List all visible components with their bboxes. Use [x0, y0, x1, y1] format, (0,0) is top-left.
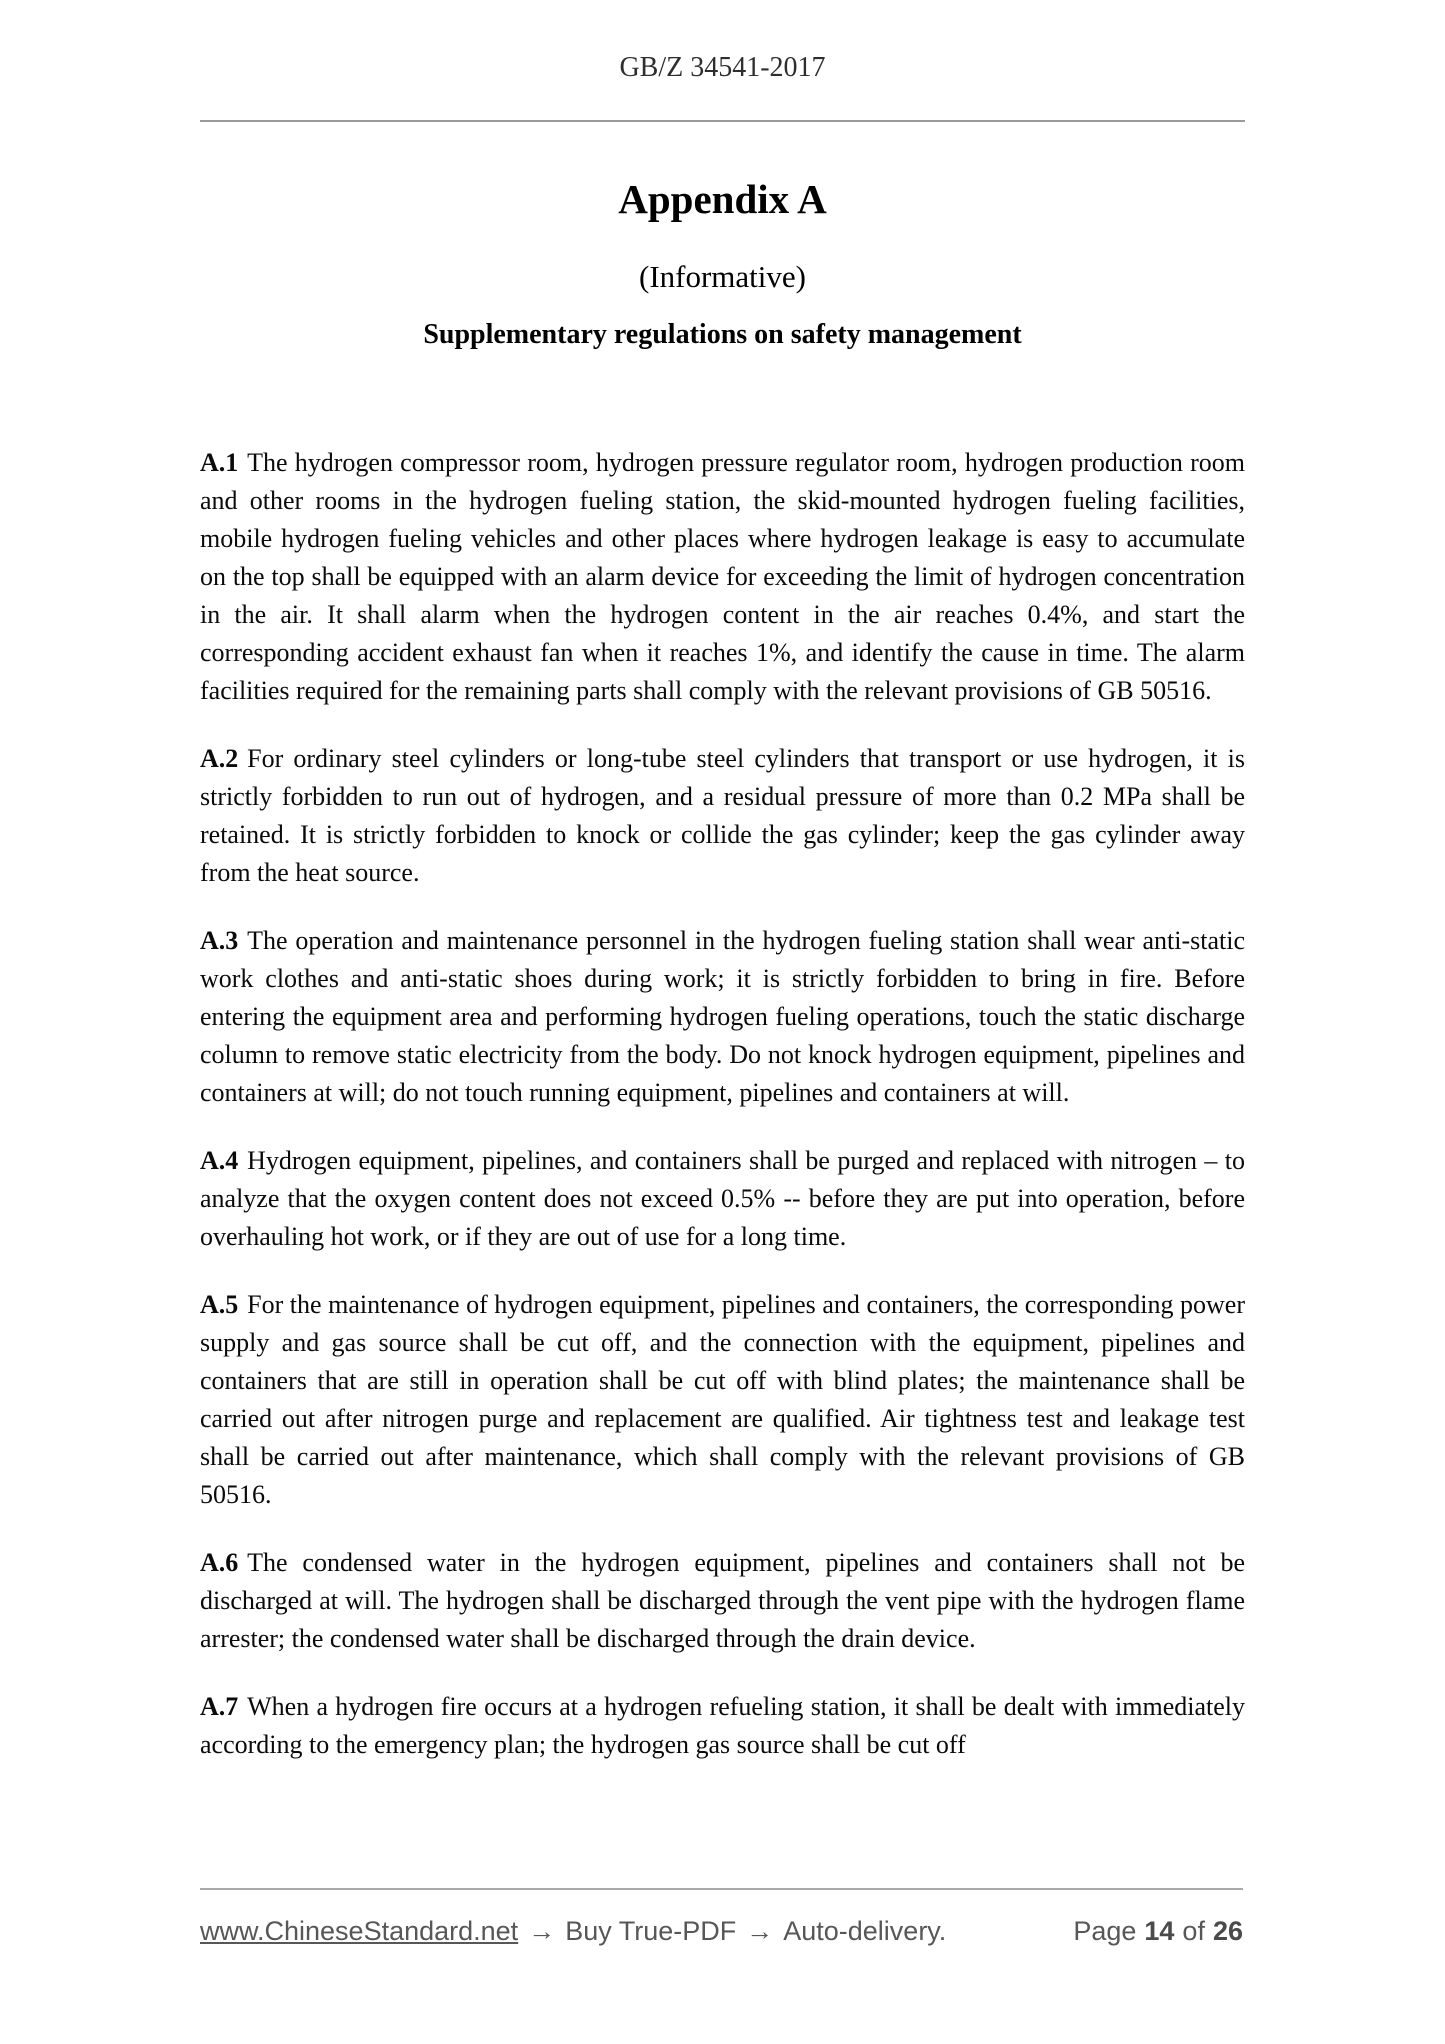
footer-divider — [200, 1888, 1243, 1890]
footer-row — [200, 1916, 1243, 1947]
paragraph-a1 — [200, 444, 1245, 710]
paragraph-a2 — [200, 740, 1245, 892]
clause-label: A.3 — [200, 926, 239, 955]
footer-source-line — [200, 1916, 946, 1947]
paragraph-a4 — [200, 1142, 1245, 1256]
clause-text: For the maintenance of hydrogen equipment, pipelines and containers, the corresponding power supply and gas source shall be cut off, and the connection with the equipment, pipelines and containers that are still in operation shall be cut off with blind plates; the maintenance shall be carried out after nitrogen purge and replacement are qualified. Air tightness test and leakage test shall be carried out after maintenance, which shall comply with the relevant provisions of GB 50516. — [200, 1290, 1245, 1509]
clause-text: The operation and maintenance personnel in the hydrogen fueling station shall wear anti-static work clothes and anti-static shoes during work; it is strictly forbidden to bring in fire. Before entering the equipment area and performing hydrogen fueling operations, touch the static discharge column to remove static electricity from the body. Do not knock hydrogen equipment, pipelines and containers at will; do not touch running equipment, pipelines and containers at will. — [200, 926, 1245, 1107]
clause-text: For ordinary steel cylinders or long-tube steel cylinders that transport or use hydrogen, it is strictly forbidden to run out of hydrogen, and a residual pressure of more than 0.2 MPa shall be retained. It is strictly forbidden to knock or collide the gas cylinder; keep the gas cylinder away from the heat source. — [200, 744, 1245, 887]
paragraph-a7 — [200, 1688, 1245, 1764]
section-subtitle: Supplementary regulations on safety management — [423, 319, 1022, 350]
paragraph-list — [200, 444, 1245, 1764]
informative-subtitle: (Informative) — [639, 259, 806, 294]
clause-label: A.7 — [200, 1692, 239, 1721]
page-footer — [200, 1888, 1243, 1947]
page-indicator — [1073, 1916, 1243, 1947]
site-link[interactable]: www.ChineseStandard.net — [200, 1916, 519, 1946]
document-body — [200, 176, 1245, 1764]
of-label: of — [1182, 1916, 1205, 1946]
clause-label: A.6 — [200, 1548, 239, 1577]
paragraph-a6 — [200, 1544, 1245, 1658]
page-total: 26 — [1212, 1916, 1243, 1946]
clause-label: A.2 — [200, 744, 239, 773]
doc-number: GB/Z 34541-2017 — [619, 52, 826, 83]
buy-pdf-label: Buy True-PDF — [565, 1916, 737, 1946]
page-number: 14 — [1144, 1916, 1175, 1946]
header-divider — [200, 120, 1245, 122]
clause-label: A.4 — [200, 1146, 239, 1175]
clause-text: The condensed water in the hydrogen equipment, pipelines and containers shall not be discharged at will. The hydrogen shall be discharged through the vent pipe with the hydrogen flame arrester; the condensed water shall be discharged through the drain device. — [200, 1548, 1245, 1653]
clause-text: When a hydrogen fire occurs at a hydrogen refueling station, it shall be dealt with immediately according to the emergency plan; the hydrogen gas source shall be cut off — [200, 1692, 1245, 1759]
auto-delivery-label: Auto-delivery. — [783, 1916, 947, 1946]
arrow-right-icon: → — [528, 1916, 556, 1946]
page-header — [0, 0, 1445, 122]
clause-label: A.1 — [200, 448, 239, 477]
clause-text: Hydrogen equipment, pipelines, and containers shall be purged and replaced with nitrogen – to analyze that the oxygen content does not exceed 0.5% -- before they are put into operation, before overhauling hot work, or if they are out of use for a long time. — [200, 1146, 1245, 1251]
arrow-right-icon: → — [746, 1916, 774, 1946]
paragraph-a5 — [200, 1286, 1245, 1514]
clause-label: A.5 — [200, 1290, 239, 1319]
appendix-title: Appendix A — [618, 176, 827, 222]
clause-text: The hydrogen compressor room, hydrogen pressure regulator room, hydrogen production room and other rooms in the hydrogen fueling station, the skid-mounted hydrogen fueling facilities, mobile hydrogen fueling vehicles and other places where hydrogen leakage is easy to accumulate on the top shall be equipped with an alarm device for exceeding the limit of hydrogen concentration in the air. It shall alarm when the hydrogen content in the air reaches 0.4%, and start the corresponding accident exhaust fan when it reaches 1%, and identify the cause in time. The alarm facilities required for the remaining parts shall comply with the relevant provisions of GB 50516. — [200, 448, 1245, 705]
paragraph-a3 — [200, 922, 1245, 1112]
page-label: Page — [1073, 1916, 1137, 1946]
